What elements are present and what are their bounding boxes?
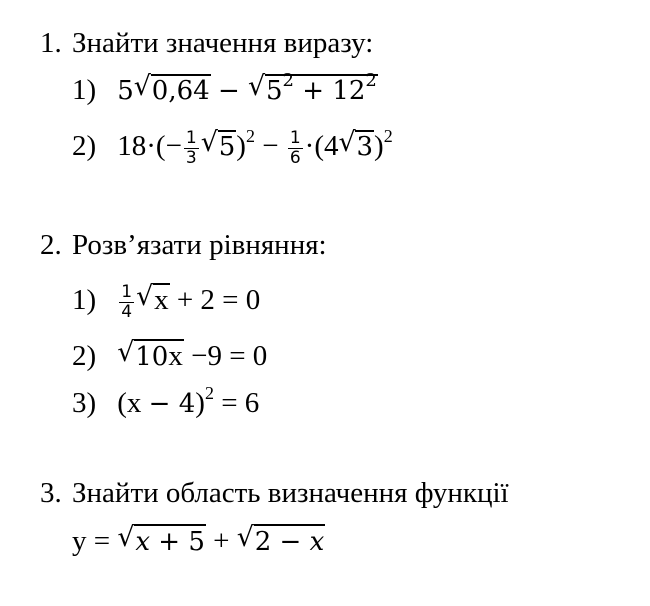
task-number: 3.	[40, 477, 62, 509]
task-title: Розв’язати рівняння:	[72, 229, 327, 261]
task-title: Знайти область визначення функції	[72, 477, 509, 509]
item-label: 2)	[72, 340, 97, 372]
math-expression: y = √ x + 5 + √ 2 − x	[72, 522, 325, 557]
math-expression: $\frac{1}{4}$ √ x + 2 = 0	[121, 281, 261, 322]
math-expression: 5 √ 0,64 − √ $5^2 + 12^2$	[117, 70, 377, 106]
item-label: 1)	[72, 74, 97, 106]
task-1-heading	[40, 26, 373, 60]
item-label: 3)	[72, 387, 97, 419]
item-label: 2)	[72, 130, 97, 162]
task-2-item-2	[72, 338, 267, 374]
task-number: 1.	[40, 27, 62, 59]
task-3-function	[72, 523, 325, 559]
task-2-heading	[40, 228, 327, 262]
task-number: 2.	[40, 229, 62, 261]
task-title: Знайти значення виразу:	[72, 27, 374, 59]
task-1-item-2	[72, 128, 393, 168]
math-expression: √ 10x −9 = 0	[117, 337, 268, 372]
item-label: 1)	[72, 284, 97, 316]
task-2-item-1	[72, 282, 260, 322]
math-expression: $(x - 4)^2 = 6$	[117, 383, 260, 419]
math-expression: 18·(− $\frac{1}{3}$ √ 5)$^2$ − $\frac{1}{6}$ ·(4 √ 3)$^2$	[117, 126, 393, 168]
task-1-item-1	[72, 72, 378, 109]
task-3-heading	[40, 476, 509, 510]
task-2-item-3	[72, 385, 259, 422]
